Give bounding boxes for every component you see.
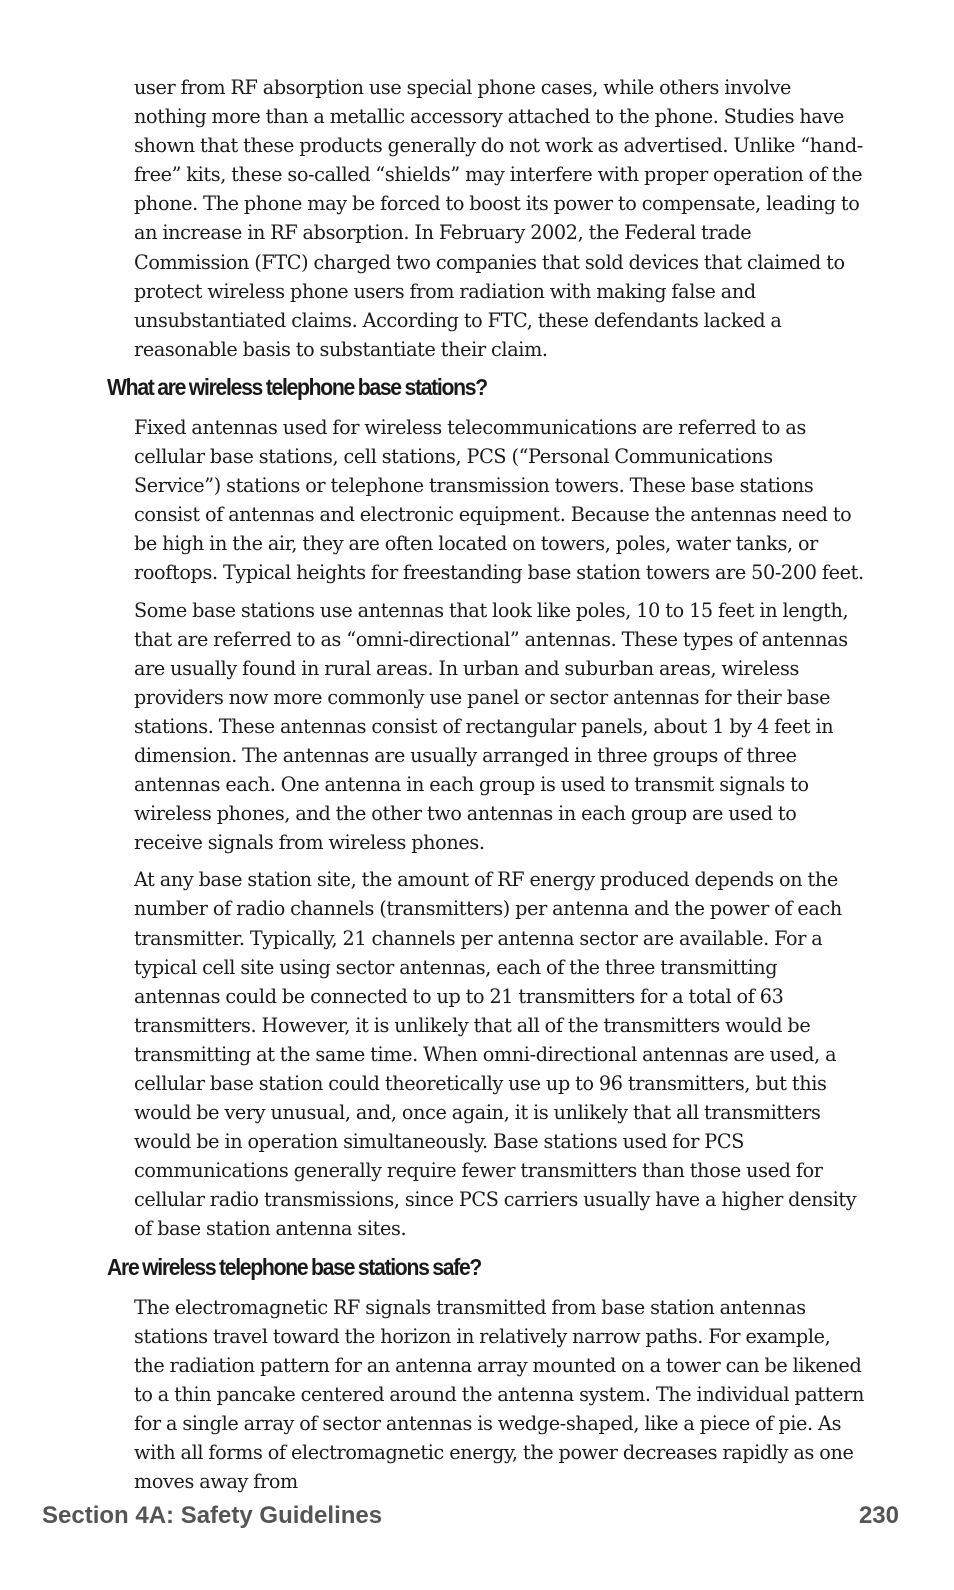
footer-section-title: Section 4A: Safety Guidelines — [42, 1502, 383, 1529]
footer-page-number: 230 — [858, 1502, 899, 1529]
paragraph-omni-directional: Some base stations use antennas that look like poles, 10 to 15 feet in length, that are referred to as “omni-directional” antennas. These types of antennas are usually found in rural areas. In urban and suburban areas, wireless providers now more commonly use panel or sector antennas for their base stations. These antennas consist of rectangular panels, about 1 by 4 feet in dimension. The antennas are usually arranged in three groups of three antennas each. One antenna in each group is used to transmit signals to wireless phones, and the other two antennas in each group are used to receive signals from wireless phones. — [134, 598, 849, 855]
paragraph-rf-energy: At any base station site, the amount of RF energy produced depends on the number of radio channels (transmitters) per antenna and the power of each transmitter. Typically, 21 channels per antenna sector are available. For a typical cell site using sector antennas, each of the three transmitting antennas could be connected to up to 21 transmitters for a total of 63 transmitters. However, it is unlikely that all of the transmitters would be transmitting at the same time. When omni-directional antennas are used, a cellular base station could theoretically use up to 96 transmitters, but this would be very unusual, and, once again, it is unlikely that all transmitters would be in operation simultaneously. Base stations used for PCS communications generally require fewer transmitters than those used for cellular radio transmissions, since PCS carriers usually have a higher density of base station antenna sites. — [134, 868, 857, 1241]
paragraph-rf-shields: user from RF absorption use special phone cases, while others involve nothing more than a metallic accessory attached to the phone. Studies have shown that these products generally do not work as advertised. Unlike “hand-free” kits, these so-called “shields” may interfere with proper operation of the phone. The phone may be forced to boost its power to compensate, leading to an increase in RF absorption. In February 2002, the Federal trade Commission (FTC) charged two companies that sold devices that claimed to protect wireless phone users from radiation with making false and unsubstantiated claims. According to FTC, these defendants lacked a reasonable basis to substantiate their claim. — [134, 76, 863, 361]
heading-base-stations: What are wireless telephone base stations? — [107, 373, 487, 400]
paragraph-fixed-antennas: Fixed antennas used for wireless telecommunications are referred to as cellular base stations, cell stations, PCS (“Personal Communications Service”) stations or telephone transmission towers. These base stations consist of antennas and electronic equipment. Because the antennas need to be high in the air, they are often located on towers, poles, water tanks, or rooftops. Typical heights for freestanding base station towers are 50-200 feet. — [134, 415, 864, 585]
page-content — [0, 73, 954, 1504]
page-footer — [42, 1502, 899, 1536]
heading-base-stations-safe: Are wireless telephone base stations safe? — [107, 1253, 482, 1280]
paragraph-rf-signals: The electromagnetic RF signals transmitted from base station antennas stations travel toward the horizon in relatively narrow paths. For example, the radiation pattern for an antenna array mounted on a tower can be likened to a thin pancake centered around the antenna system. The individual pattern for a single array of sector antennas is wedge-shaped, like a piece of pie. As with all forms of electromagnetic energy, the power decreases rapidly as one moves away from — [134, 1295, 864, 1494]
